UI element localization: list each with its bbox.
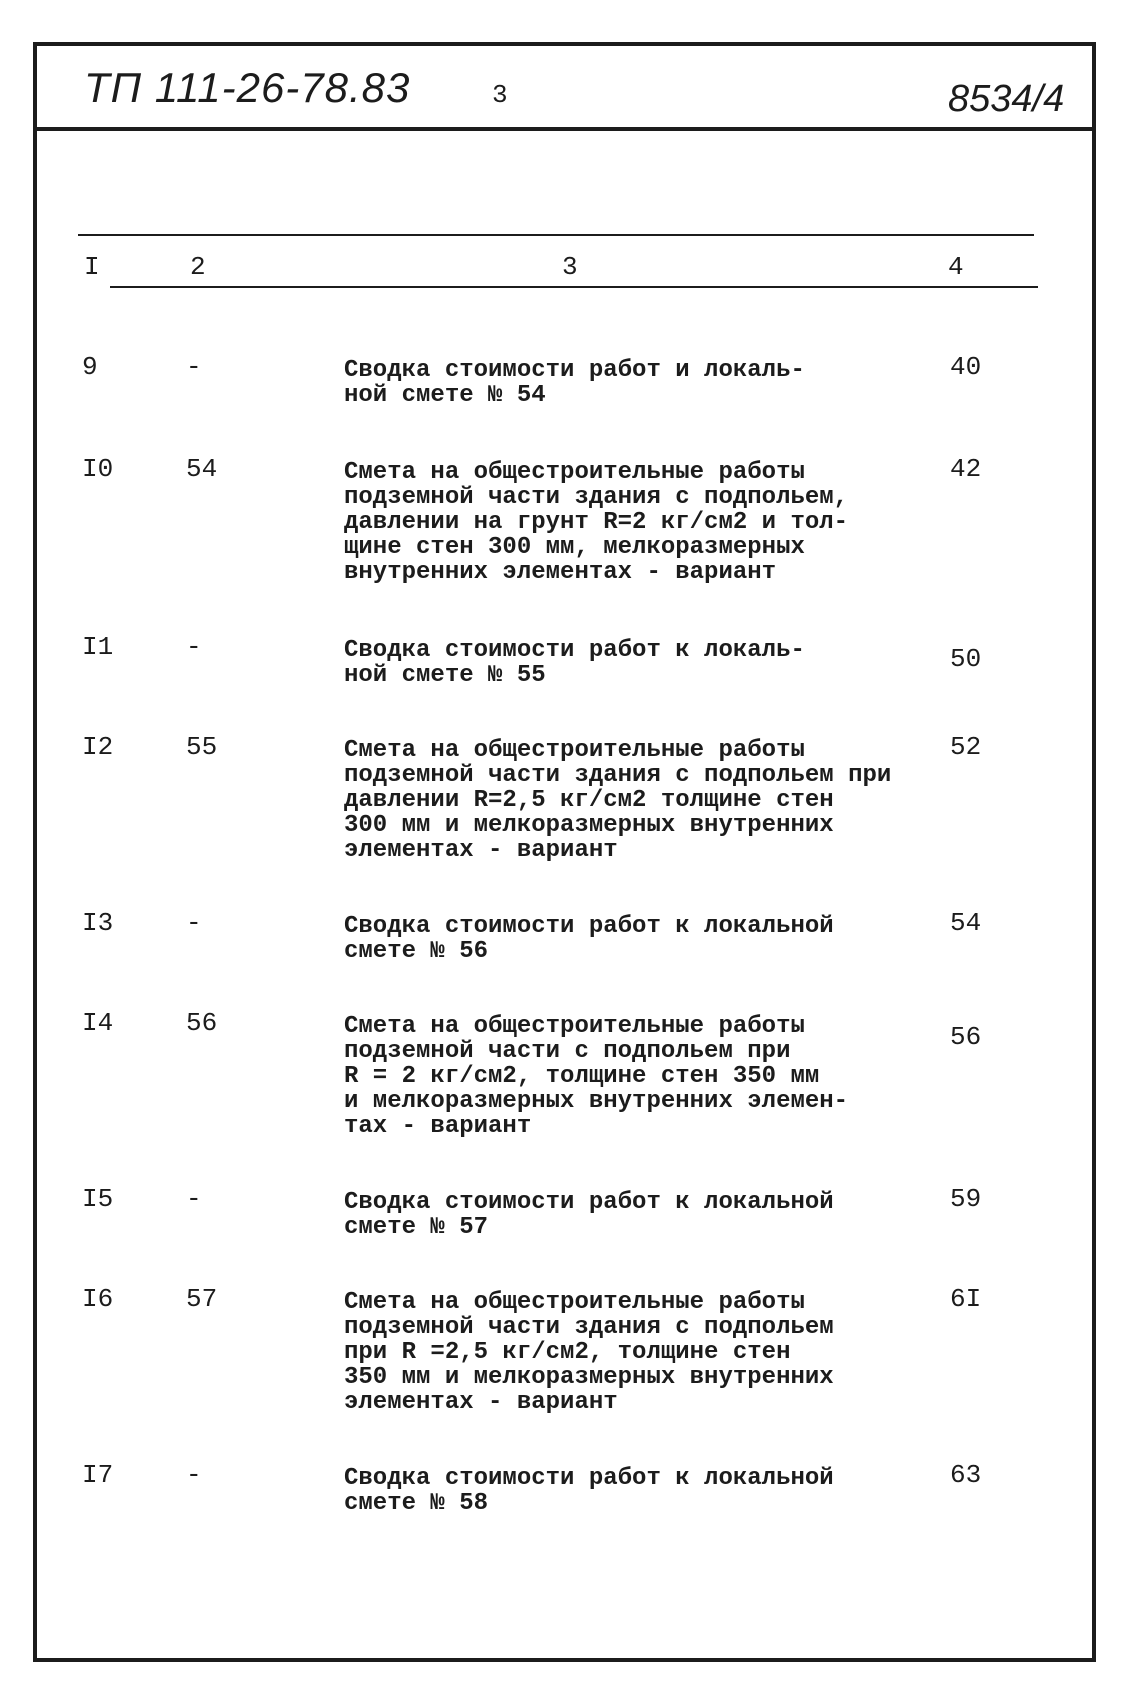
row-title: Сводка стоимости работ к локальной смете № 57 [344,1189,834,1241]
row-reference: 55 [186,732,218,762]
column-header-2: 2 [190,252,206,282]
row-reference: - [186,352,202,382]
row-page: 59 [950,1184,982,1214]
header-divider [33,127,1096,131]
row-number: I1 [82,632,114,662]
row-page: 54 [950,908,982,938]
row-title: Смета на общестроительные работы подземной части с подпольем при R = 2 кг/см2, толщине стен 350 мм и мелкоразмерных внутренних элемен- тах - вариант [344,1013,849,1140]
row-page: 56 [950,1022,982,1052]
row-number: I5 [82,1184,114,1214]
row-reference: - [186,908,202,938]
row-number: I0 [82,454,114,484]
row-reference: 54 [186,454,218,484]
row-reference: - [186,1460,202,1490]
row-page: 6I [950,1284,982,1314]
row-reference: 57 [186,1284,218,1314]
row-reference: - [186,1184,202,1214]
row-number: 9 [82,352,98,382]
row-title: Смета на общестроительные работы подземной части здания с подпольем при R =2,5 кг/см2, толщине стен 350 мм и мелкоразмерных внутренних элементах - вариант [344,1289,834,1416]
row-reference: 56 [186,1008,218,1038]
row-number: I6 [82,1284,114,1314]
row-number: I7 [82,1460,114,1490]
row-number: I4 [82,1008,114,1038]
table-top-rule [78,234,1034,236]
row-title: Сводка стоимости работ к локаль- ной смете № 55 [344,637,805,689]
row-page: 42 [950,454,982,484]
row-title: Смета на общестроительные работы подземной части здания с подпольем, давлении на грунт R=2 кг/см2 и тол- щине стен 300 мм, мелкоразмерных внутренних элементах - вариант [344,459,849,586]
row-title: Сводка стоимости работ и локаль- ной смете № 54 [344,357,805,409]
sheet-code: 8534/4 [948,78,1065,120]
page-number: 3 [492,80,508,110]
document-code: ТП 111-26-78.83 [84,64,411,111]
table-header-rule [110,286,1038,288]
row-number: I2 [82,732,114,762]
row-title: Смета на общестроительные работы подземной части здания с подпольем при давлении R=2,5 кг/см2 толщине стен 300 мм и мелкоразмерных внутренних элементах - вариант [344,737,892,864]
row-title: Сводка стоимости работ к локальной смете № 58 [344,1465,834,1517]
row-page: 52 [950,732,982,762]
row-page: 40 [950,352,982,382]
row-reference: - [186,632,202,662]
row-title: Сводка стоимости работ к локальной смете № 56 [344,913,834,965]
column-header-1: I [84,252,100,282]
row-page: 50 [950,644,982,674]
column-header-4: 4 [948,252,964,282]
row-page: 63 [950,1460,982,1490]
column-header-3: 3 [562,252,578,282]
row-number: I3 [82,908,114,938]
